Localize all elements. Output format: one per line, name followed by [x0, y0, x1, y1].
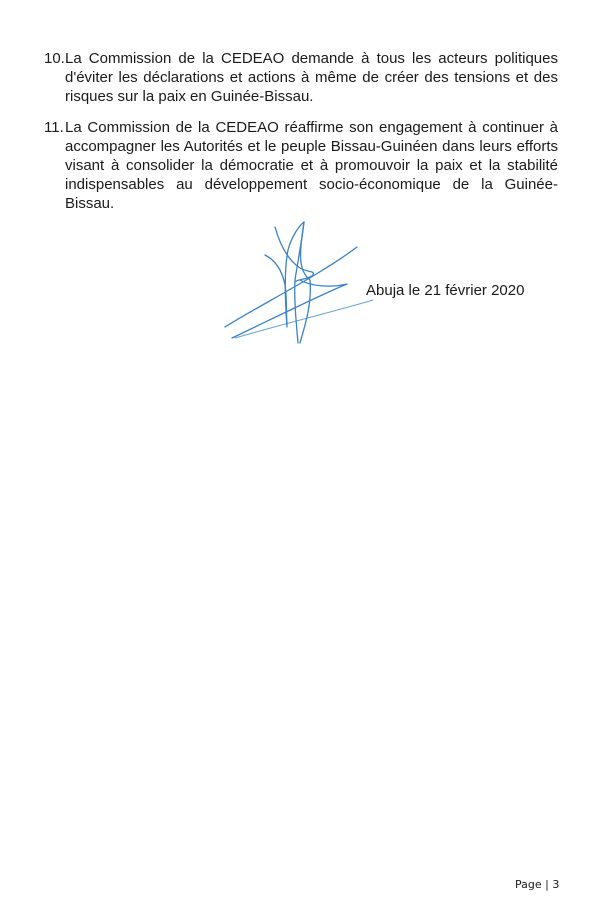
item-number: 11.: [44, 119, 64, 136]
item-number: 10.: [44, 50, 65, 67]
place-and-date: Abuja le 21 février 2020: [366, 282, 525, 299]
list-item-10: [44, 49, 558, 106]
page-number: Page | 3: [515, 878, 560, 891]
list-item-11: [44, 118, 558, 213]
item-text: La Commission de la CEDEAO réaffirme son engagement à continuer à accompagner les Autorités et le peuple Bissau-Guinéen dans leurs efforts visant à consolider la démocratie et à promouvoir la paix et la stabilité indispensables au développement socio-économique de la Guinée-Bissau.: [65, 119, 558, 212]
item-text: La Commission de la CEDEAO demande à tous les acteurs politiques d'éviter les déclarations et actions à même de créer des tensions et des risques sur la paix en Guinée-Bissau.: [65, 50, 558, 105]
signature-image: [200, 210, 380, 360]
